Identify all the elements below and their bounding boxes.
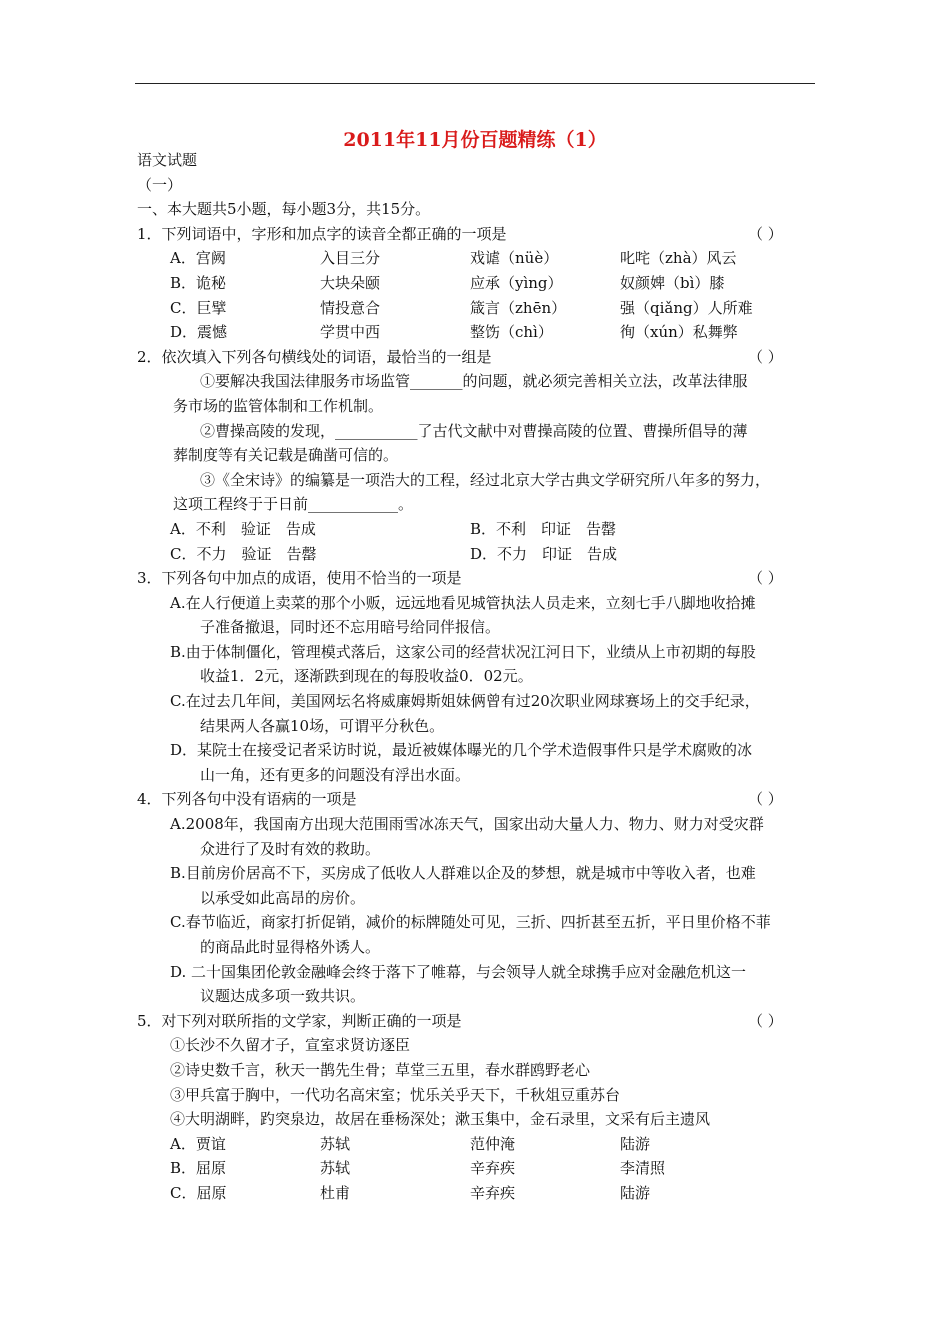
question-3-option-a: A.在人行便道上卖菜的那个小贩，远远地看见城管执法人员走来，立刻七手八脚地收拾摊 [170,593,756,612]
question-2-sentence-3: ③《全宋诗》的编纂是一项浩大的工程，经过北京大学古典文学研究所八年多的努力， [200,470,771,489]
question-4-option-d-cont: 议题达成多项一致共识。 [200,987,366,1006]
question-3-option-c: C.在过去几年间，美国网坛名将威廉姆斯姐妹俩曾有过20次职业网球赛场上的交手纪录， [170,692,760,711]
question-2-options-cd: C．不力 验证 告罄 D．不力 印证 告成 [170,544,618,563]
question-1-option-c: C．巨擘 情投意合 箴言（zhēn） 强（qiǎng）人所难 [170,298,753,317]
question-4-option-d: D. 二十国集团伦敦金融峰会终于落下了帷幕，与会领导人就全球携手应对金融危机这一 [170,962,747,981]
question-4-option-b-cont: 以承受如此高昂的房价。 [200,888,366,907]
question-4-option-c-cont: 的商品此时显得格外诱人。 [200,938,381,956]
question-5-option-c: C．屈原 杜甫 辛弃疾 陆游 [170,1183,651,1202]
answer-bracket: （ ） [748,569,783,588]
question-2-options-ab: A．不利 验证 告成 B．不利 印证 告罄 [170,519,617,538]
question-1-option-b: B．诡秘 大块朵颐 应承（yìng） 奴颜婢（bì）膝 [170,273,725,292]
question-2-stem: 2．依次填入下列各句横线处的词语，最恰当的一组是 （ ） [0,345,950,370]
answer-bracket: （ ） [748,790,783,809]
section-intro: 一、本大题共5小题，每小题3分，共15分。 [137,200,431,219]
question-2-sentence-1-cont: 务市场的监管体制和工作机制。 [173,396,384,415]
header-rule [135,83,815,84]
question-5-stem: 5．对下列对联所指的文学家，判断正确的一项是 （ ） [0,1009,950,1034]
answer-bracket: （ ） [748,224,783,243]
question-1-stem: 1．下列词语中，字形和加点字的读音全都正确的一项是 （ ） [0,222,950,247]
question-4-option-a: A.2008年，我国南方出现大范围雨雪冰冻天气，国家出动大量人力、物力、财力对受灾群 [170,815,764,834]
answer-bracket: （ ） [748,1011,783,1030]
question-3-option-b: B.由于体制僵化，管理模式落后，这家公司的经营状况江河日下，业绩从上市初期的每股 [170,642,756,661]
question-1-option-a: A．宫阙 入目三分 戏谑（nüè） 叱咤（zhà）风云 [170,249,737,268]
question-3-stem: 3．下列各句中加点的成语，使用不恰当的一项是 （ ） [0,566,950,591]
subject-label: 语文试题 [137,151,198,169]
question-4-option-c: C.春节临近，商家打折促销，减价的标牌随处可见，三折、四折甚至五折，平日里价格不菲 [170,913,771,932]
question-2-sentence-2-cont: 葬制度等有关记载是确凿可信的。 [173,446,399,465]
question-5-option-a: A．贾谊 苏轼 范仲淹 陆游 [170,1134,651,1153]
question-3-option-a-cont: 子准备撤退，同时还不忘用暗号给同伴报信。 [200,618,501,637]
question-5-option-b: B．屈原 苏轼 辛弃疾 李清照 [170,1159,666,1178]
question-5-couplet-3: ③甲兵富于胸中，一代功名高宋室；忧乐关乎天下，千秋俎豆重苏台 [170,1085,621,1104]
question-3-option-b-cont: 收益1．2元，逐渐跌到现在的每股收益0．02元。 [200,667,533,686]
question-4-stem: 4．下列各句中没有语病的一项是 （ ） [0,787,950,812]
question-5-couplet-4: ④大明湖畔，趵突泉边，故居在垂杨深处；漱玉集中，金石录里，文采有后主遗风 [170,1110,711,1129]
question-5-couplet-1: ①长沙不久留才子，宣室求贤访逐臣 [170,1036,411,1055]
question-3-option-d-cont: 山一角，还有更多的问题没有浮出水面。 [200,765,471,784]
question-2-sentence-3-cont: 这项工程终于于日前____________。 [173,495,414,514]
question-2-sentence-2: ②曹操高陵的发现，___________了古代文献中对曹操高陵的位置、曹操所倡导的薄 [200,421,748,440]
question-3-option-d: D．某院士在接受记者采访时说，最近被媒体曝光的几个学术造假事件只是学术腐败的冰 [170,741,753,760]
document-body [0,148,950,1206]
question-1-option-d: D．震憾 学贯中西 整饬（chì） 徇（xún）私舞弊 [170,323,738,342]
question-2-sentence-1: ①要解决我国法律服务市场监管_______的问题，就必须完善相关立法，改革法律服 [200,372,748,391]
part-label: （一） [137,175,183,194]
question-4-option-b: B.目前房价居高不下，买房成了低收人人群难以企及的梦想，就是城市中等收入者，也难 [170,864,756,883]
answer-bracket: （ ） [748,347,783,366]
question-5-couplet-2: ②诗史数千言，秋天一鹊先生骨；草堂三五里，春水群鸥野老心 [170,1060,591,1079]
question-4-option-a-cont: 众进行了及时有效的救助。 [200,839,381,858]
question-3-option-c-cont: 结果两人各赢10场，可谓平分秋色。 [200,716,445,735]
page-title: 2011年11月份百题精练（1） [343,129,607,151]
